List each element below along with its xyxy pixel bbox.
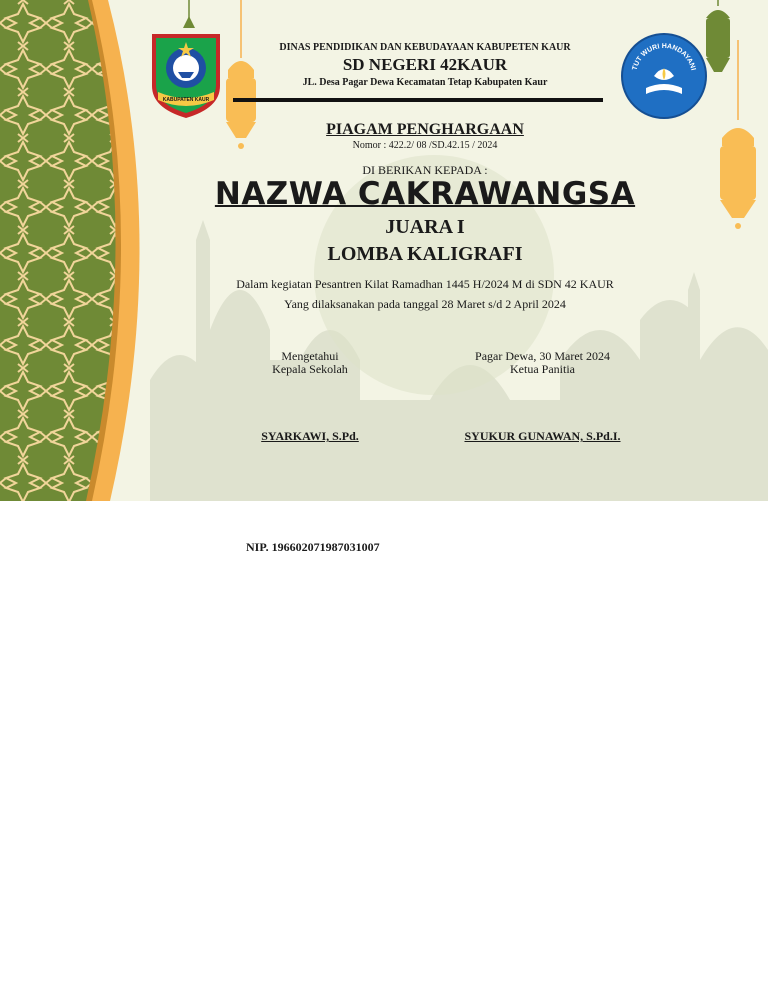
principal-nip: NIP. 196602071987031007 — [246, 540, 380, 554]
committee-chair-name: SYUKUR GUNAWAN, S.Pd.I. — [464, 429, 621, 443]
left-signature-block — [230, 350, 390, 376]
event-dates: Yang dilaksanakan pada tanggal 28 Maret s/d 2 April 2024 — [284, 297, 566, 311]
hanging-lantern-icon — [706, 0, 730, 72]
given-to-label: DI BERIKAN KEPADA : — [362, 163, 488, 177]
left-signature-line2: Kepala Sekolah — [272, 362, 348, 376]
hanging-lantern-icon — [720, 40, 756, 229]
right-signature-line2: Ketua Panitia — [510, 362, 575, 376]
certificate-number: Nomor : 422.2/ 08 /SD.42.15 / 2024 — [352, 140, 498, 151]
tut-wuri-handayani-emblem-icon — [620, 32, 708, 120]
recipient-name: NAZWA CAKRAWANGSA — [214, 176, 636, 212]
certificate-title: PIAGAM PENGHARGAAN — [326, 121, 524, 138]
award-rank: JUARA I — [385, 216, 465, 238]
left-signature-line1: Mengetahui — [281, 349, 339, 363]
svg-text:KABUPATEN KAUR: KABUPATEN KAUR — [162, 97, 210, 103]
right-signature-block — [450, 350, 635, 376]
kaur-regency-emblem-icon — [148, 30, 224, 120]
green-star-pattern-border — [0, 0, 116, 501]
principal-name: SYARKAWI, S.Pd. — [261, 429, 359, 443]
right-signature-line1: Pagar Dewa, 30 Maret 2024 — [475, 349, 610, 363]
competition-name: LOMBA KALIGRAFI — [327, 243, 523, 265]
event-description: Dalam kegiatan Pesantren Kilat Ramadhan 1445 H/2024 M di SDN 42 KAUR — [236, 277, 614, 291]
hanging-lantern-icon — [183, 0, 195, 28]
school-name: SD NEGERI 42KAUR — [342, 55, 508, 74]
agency-name: DINAS PENDIDIKAN DAN KEBUDAYAAN KABUPETEN KAUR — [279, 42, 571, 53]
svg-text:TUT WURI HANDAYANI: TUT WURI HANDAYANI — [631, 42, 697, 72]
school-address: JL. Desa Pagar Dewa Kecamatan Tetap Kabupaten Kaur — [302, 77, 548, 88]
header-divider — [233, 98, 603, 102]
